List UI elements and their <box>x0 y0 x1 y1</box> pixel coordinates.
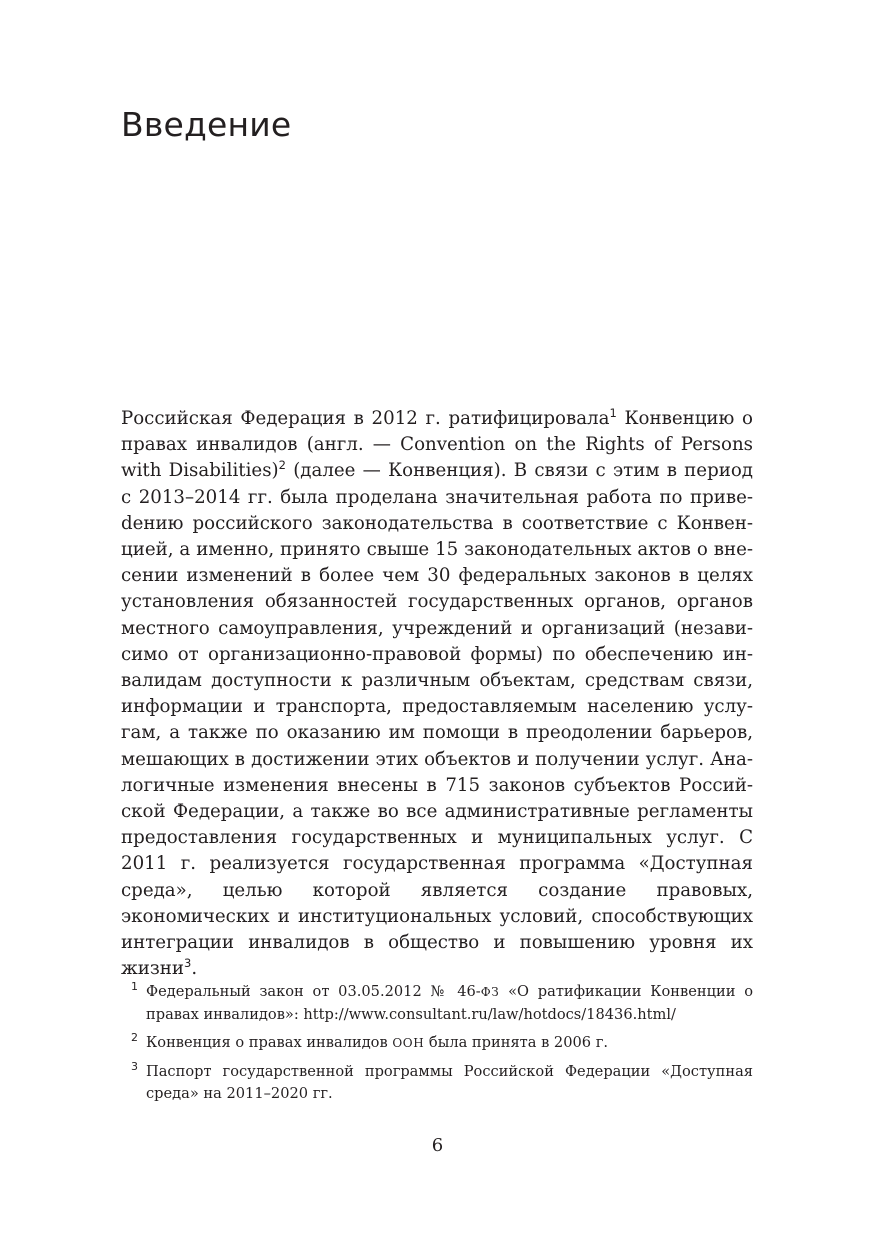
footnote-1-text-a: Федеральный закон от 03.05.2012 № 46- <box>146 983 481 1000</box>
footnote-ref-3: 3 <box>184 956 192 971</box>
footnote-ref-2: 2 <box>278 458 286 473</box>
footnote-3-text: Паспорт государственной программы Российской Федерации «Доступная среда» на 2011–2020 гг. <box>146 1062 753 1102</box>
body-paragraph <box>121 406 753 982</box>
body-text-part-2: Конвенцию о правах инвалидов (англ. — Convention on the Rights of Persons with Disabilities) <box>121 408 754 482</box>
footnote-2-text-b: была принята в 2006 г. <box>424 1034 608 1051</box>
footnote-2-mark: 2 <box>131 1031 138 1044</box>
footnote-1-text-b: «О ратификации Конвенции о правах инвалидов»: http://www.consultant.ru/law/hotdocs/18436.html/ <box>146 983 753 1023</box>
footnote-3-mark: 3 <box>131 1059 138 1073</box>
body-text-part-4: . <box>191 958 198 980</box>
footnotes <box>131 981 753 1112</box>
footnote-1-mark: 1 <box>131 980 138 993</box>
body-text-part-1: Российская Федерация в 2012 г. ратифицировала <box>121 408 610 429</box>
footnote-2 <box>131 1032 753 1055</box>
footnote-1 <box>131 981 753 1026</box>
footnote-2-abbr: ООН <box>392 1036 425 1050</box>
footnote-3 <box>131 1061 753 1106</box>
page-title: Введение <box>121 105 292 144</box>
footnote-2-text-a: Конвенция о правах инвалидов <box>146 1034 393 1051</box>
body-text-part-3: (далее — Конвенция). В связи с этим в период с 2013–2014 гг. была проделана значительная работа по привеdению российского законодательства в соответствие с Конвенцией, а именно, принято свыше 15 законодательных актов о внесении изменений в более чем 30 федеральных законов в целях установления обязанностей государственных органов, органов местного самоуправления, учреждений и организаций (независимо от организационно-правовой формы) по обеспечению инвалидам доступности к различным объектам, средствам связи, информации и транспорта, предоставляемым населению услугам, а также по оказанию им помощи в преодолении барьеров, мешающих в достижении этих объектов и получении услуг. Аналогичные изменения внесены в 715 законов субъектов Российской Федерации, а также во все административные регламенты предоставления государственных и муниципальных услуг. С 2011 г. реализуется государственная программа «Доступная среда», целью которой является создание правовых, экономических и институциональных условий, способствующих интеграции инвалидов в общество и повышению уровня их жизни <box>121 460 753 980</box>
page-number: 6 <box>431 1135 444 1156</box>
footnote-ref-1: 1 <box>609 406 617 420</box>
footnote-1-abbr: ФЗ <box>480 985 500 999</box>
